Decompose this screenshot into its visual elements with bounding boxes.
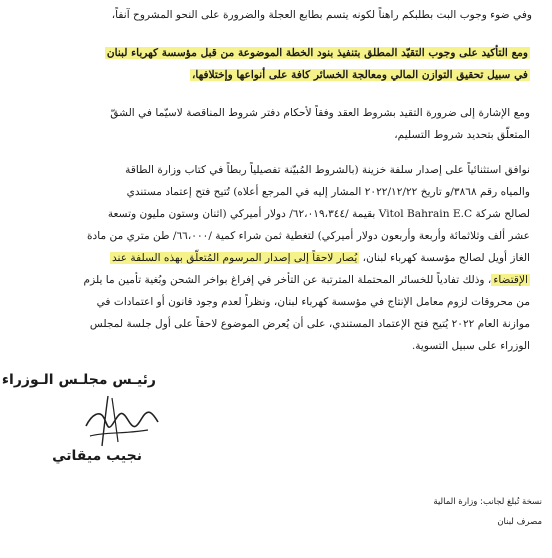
paragraph-4-line-2: والمياه رقم ٣٨٦٨/و تاريخ ٢٠٢٢/١٢/٢٢ المشار إليه في المرجع أعلاه) تُتيح فتح إعتماد مستندي — [126, 186, 530, 198]
copy-to-line-2: مصرف لبنان — [497, 517, 542, 527]
paragraph-4-line-6 — [84, 273, 530, 287]
signature-title: رئيـس مجلـس الـوزراء — [1, 372, 156, 388]
highlighted-text: يُصار لاحقاً إلى إصدار المرسوم المُتعلّق بهذه السلفة عند — [111, 252, 358, 264]
paragraph-2-line-2 — [190, 68, 530, 82]
paragraph-2-line-1 — [105, 46, 530, 60]
highlighted-text: ومع التأكيد على وجوب التقيّد المطلق بتنفيذ بنود الخطة الموضوعة من قبل مؤسسة كهرباء لبنان — [106, 47, 528, 59]
paragraph-4-line-6-suffix: ، وذلك تفادياً للخسائر المحتملة المترتبة عن التأخر في إفراغ بواخر الشحن وبُغية تأمين ما يلزم — [83, 274, 492, 286]
paragraph-4-line-5 — [110, 251, 530, 265]
paragraph-3-line-2: المتعلّق بتحديد شروط التسليم، — [394, 129, 530, 141]
paragraph-4-line-1: نوافق استثنائياً على إصدار سلفة خزينة (بالشروط المُبيّنة تفصيلياً ربطاً في كتاب وزارة الطاقة — [125, 164, 530, 176]
paragraph-4-line-5-prefix: الغاز أويل لصالح مؤسسة كهرباء لبنان، — [359, 252, 530, 264]
paragraph-3-line-1: ومع الإشارة إلى ضرورة التقيد بشروط العقد وفقاً لأحكام دفتر شروط المناقصة لاسيّما في الشقّ — [110, 107, 530, 119]
paragraph-4-line-9: الوزراء على سبيل التسوية. — [411, 340, 530, 352]
copy-to-line-1: نسخة تُبلغ لجانب: وزارة المالية — [433, 497, 542, 507]
paragraph-4-line-8: موازنة العام ٢٠٢٢ يُتيح فتح الإعتماد المستندي، على أن يُعرض الموضوع لاحقاً على أول جلسة لمجلس — [89, 318, 530, 330]
signature-icon — [78, 392, 164, 450]
highlighted-text: الإقتضاء — [493, 274, 528, 286]
paragraph-4-line-4: عشر ألف وثلاثمائة وأربعة وأربعون دولار أميركي) لتغطية ثمن شراء كمية /٦٦،٠٠٠/ طن متري من مادة — [87, 230, 530, 242]
signature-name: نجيب ميقاتي — [52, 448, 142, 464]
paragraph-1: وفي ضوء وجوب البت بطلبكم راهناً لكونه يتسم بطابع العجلة والضرورة على النحو المشروح آنفاً، — [111, 9, 532, 21]
paragraph-4-line-3: لصالح شركة Vitol Bahrain E.C بقيمة /٦٢،٠١٩،٣٤٤/ دولار أميركي (اثنان وستون مليون وتسعة — [107, 208, 530, 220]
paragraph-4-line-7: من محروقات لزوم معامل الإنتاج في مؤسسة كهرباء لبنان، ونظراً لعدم وجود قانون أو اعتمادات في — [96, 296, 530, 308]
highlighted-text: في سبيل تحقيق التوازن المالي ومعالجة الخسائر كافة على أنواعها وإختلافها، — [192, 69, 528, 81]
